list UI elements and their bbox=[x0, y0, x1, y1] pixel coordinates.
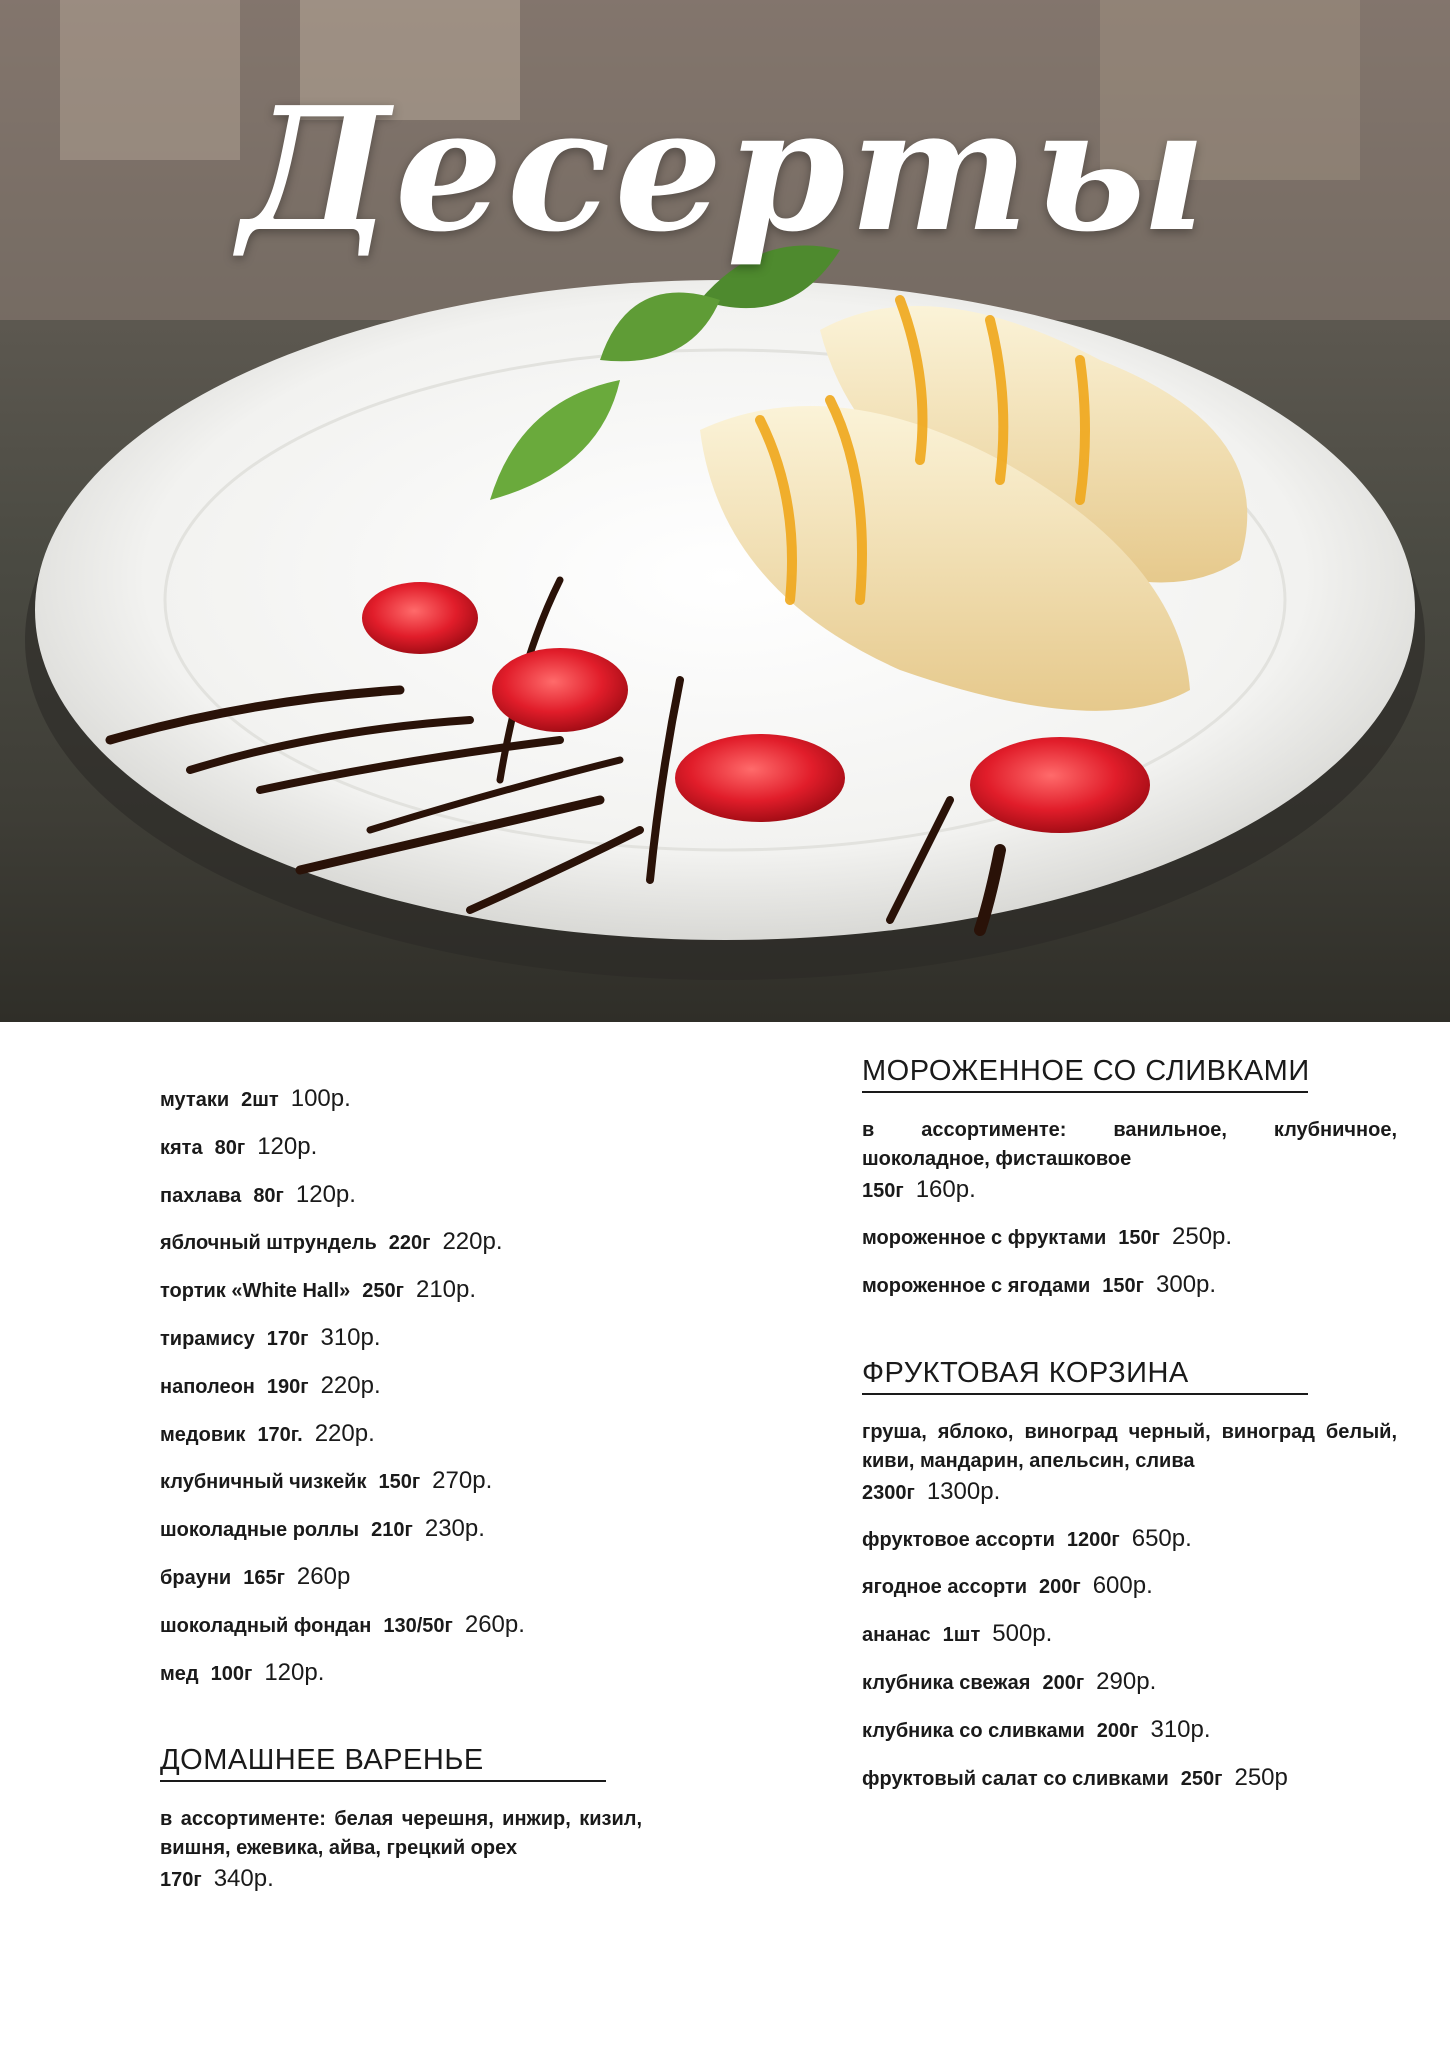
menu-item-name: мороженное с ягодами bbox=[862, 1274, 1091, 1297]
menu-item-weight: 250г bbox=[1180, 1767, 1223, 1790]
jam-price: 340р. bbox=[213, 1865, 274, 1893]
menu-item bbox=[160, 1266, 660, 1314]
menu-item-weight: 100г bbox=[210, 1662, 253, 1685]
menu-item-price: 260р bbox=[296, 1562, 351, 1590]
menu-item-price: 120р. bbox=[257, 1132, 318, 1160]
menu-item-price: 220р. bbox=[442, 1228, 503, 1256]
icecream-section-title bbox=[862, 1055, 1310, 1090]
menu-item-name: тортик «White Hall» bbox=[160, 1280, 351, 1303]
jam-description: в ассортименте: белая черешня, инжир, кизил, вишня, ежевика, айва, грецкий орех bbox=[160, 1808, 642, 1860]
menu-item-name: клубника со сливками bbox=[862, 1719, 1085, 1742]
menu-item-weight: 150г bbox=[1102, 1274, 1144, 1297]
fruit-description: груша, яблоко, виноград черный, виноград белый, киви, мандарин, апельсин, слива bbox=[862, 1420, 1397, 1472]
icecream-weight-price bbox=[862, 1174, 1397, 1207]
menu-item-name: наполеон bbox=[160, 1375, 255, 1398]
menu-item-name: медовик bbox=[160, 1423, 246, 1446]
jam-section-title bbox=[160, 1744, 484, 1779]
menu-item-weight: 190г bbox=[266, 1375, 309, 1398]
menu-item-weight: 220г bbox=[388, 1232, 431, 1255]
menu-item-price: 650р. bbox=[1131, 1524, 1192, 1552]
hero-photo bbox=[0, 0, 1450, 1022]
menu-item-name: шоколадные роллы bbox=[160, 1519, 360, 1542]
menu-item-price: 120р. bbox=[295, 1180, 356, 1208]
menu-item bbox=[862, 1658, 1397, 1706]
left-column bbox=[160, 1075, 660, 1896]
fruit-section-title bbox=[862, 1357, 1189, 1392]
menu-item bbox=[862, 1706, 1397, 1754]
menu-item-weight: 130/50г bbox=[383, 1614, 453, 1637]
menu-item bbox=[160, 1410, 660, 1458]
menu-item-weight: 80г bbox=[214, 1136, 246, 1159]
menu-item bbox=[862, 1610, 1397, 1658]
fruit-section bbox=[862, 1357, 1397, 1802]
menu-item-weight: 165г bbox=[243, 1566, 285, 1589]
fruit-list bbox=[862, 1515, 1397, 1802]
menu-item-price: 120р. bbox=[264, 1658, 325, 1686]
menu-item-weight: 150г bbox=[1118, 1227, 1160, 1249]
menu-item-price: 220р. bbox=[320, 1371, 381, 1399]
menu-item bbox=[160, 1075, 660, 1123]
icecream-section bbox=[862, 1055, 1397, 1309]
menu-item-name: яблочный штрундель bbox=[160, 1232, 377, 1255]
jam-weight-price bbox=[160, 1863, 660, 1896]
fruit-title-underline bbox=[862, 1393, 1308, 1395]
menu-item-weight: 210г bbox=[371, 1519, 413, 1542]
menu-item-price: 300р. bbox=[1156, 1270, 1217, 1298]
menu-item-weight: 200г bbox=[1042, 1671, 1085, 1694]
fruit-weight-price bbox=[862, 1476, 1397, 1509]
menu-item-weight: 80г bbox=[253, 1184, 284, 1207]
menu-item-name: тирамису bbox=[160, 1327, 255, 1350]
menu-item-price: 260р. bbox=[464, 1610, 525, 1638]
menu-item-weight: 200г bbox=[1039, 1576, 1081, 1599]
menu-item bbox=[160, 1171, 660, 1219]
menu-item-weight: 1шт bbox=[942, 1624, 981, 1647]
menu-item-name: фруктовый салат со сливками bbox=[862, 1767, 1169, 1790]
menu-item-price: 310р. bbox=[320, 1323, 381, 1351]
jam-title-text: ДОМАШНЕЕ ВАРЕНЬЕ bbox=[160, 1744, 484, 1777]
menu-item-weight: 200г bbox=[1096, 1719, 1139, 1742]
menu-item-price: 600р. bbox=[1092, 1572, 1153, 1600]
menu-item-name: ананас bbox=[862, 1624, 931, 1647]
menu-item-price: 290р. bbox=[1096, 1667, 1157, 1695]
menu-item bbox=[862, 1562, 1397, 1610]
menu-item-price: 210р. bbox=[415, 1276, 477, 1304]
icecream-price: 160р. bbox=[915, 1176, 976, 1203]
menu-item bbox=[160, 1362, 660, 1410]
icecream-list bbox=[862, 1213, 1397, 1309]
fruit-weight: 2300г bbox=[862, 1481, 915, 1504]
jam-title-underline bbox=[160, 1780, 606, 1782]
menu-item-price: 100р. bbox=[290, 1085, 351, 1112]
menu-item bbox=[160, 1123, 660, 1171]
jam-weight: 170г bbox=[160, 1869, 202, 1892]
menu-item-weight: 2шт bbox=[241, 1089, 279, 1111]
icecream-description: в ассортименте: ванильное, клубничное, шоколадное, фисташковое bbox=[862, 1119, 1397, 1170]
menu-item-name: шоколадный фондан bbox=[160, 1614, 372, 1637]
menu-item-name: брауни bbox=[160, 1566, 232, 1589]
menu-item-name: мед bbox=[160, 1662, 199, 1685]
menu-item bbox=[160, 1505, 660, 1553]
icecream-title-text: МОРОЖЕННОЕ СО СЛИВКАМИ bbox=[862, 1055, 1310, 1087]
menu-item bbox=[862, 1261, 1397, 1309]
icecream-title-underline bbox=[862, 1091, 1308, 1093]
menu-item-price: 310р. bbox=[1150, 1715, 1211, 1743]
menu-item bbox=[862, 1515, 1397, 1563]
menu-item-name: клубника свежая bbox=[862, 1671, 1031, 1694]
menu-item-weight: 170г. bbox=[257, 1423, 303, 1446]
menu-item-name: мороженное с фруктами bbox=[862, 1227, 1107, 1249]
menu-item-price: 230р. bbox=[424, 1515, 485, 1543]
right-column bbox=[862, 1055, 1397, 1801]
jam-section bbox=[160, 1744, 660, 1896]
menu-item-name: фруктовое ассорти bbox=[862, 1528, 1055, 1551]
menu-item-price: 220р. bbox=[314, 1419, 375, 1447]
menu-item-name: мутаки bbox=[160, 1089, 230, 1111]
menu-item bbox=[862, 1754, 1397, 1802]
menu-item bbox=[160, 1649, 660, 1697]
dessert-list bbox=[160, 1075, 660, 1696]
menu-item-name: клубничный чизкейк bbox=[160, 1471, 367, 1494]
menu-item-price: 250р bbox=[1234, 1763, 1288, 1791]
menu-item-price: 500р. bbox=[992, 1620, 1053, 1648]
menu-item bbox=[160, 1553, 660, 1601]
menu-item-name: кята bbox=[160, 1136, 203, 1159]
menu-item-weight: 170г bbox=[266, 1327, 309, 1350]
page-title: Десерты bbox=[239, 70, 1211, 270]
fruit-price: 1300р. bbox=[926, 1477, 1001, 1505]
fruit-title-text: ФРУКТОВАЯ КОРЗИНА bbox=[862, 1356, 1189, 1389]
menu-item-price: 250р. bbox=[1172, 1223, 1233, 1250]
menu-item-name: ягодное ассорти bbox=[862, 1576, 1027, 1599]
menu-item-weight: 250г bbox=[362, 1280, 404, 1303]
menu-item bbox=[160, 1457, 660, 1505]
menu-item-weight: 150г bbox=[378, 1471, 421, 1494]
menu-item-name: пахлава bbox=[160, 1184, 242, 1207]
menu-item bbox=[862, 1213, 1397, 1261]
menu-item bbox=[160, 1601, 660, 1649]
icecream-weight: 150г bbox=[862, 1180, 904, 1202]
menu-item bbox=[160, 1218, 660, 1266]
menu-item-weight: 1200г bbox=[1066, 1528, 1120, 1551]
menu-item-price: 270р. bbox=[432, 1467, 493, 1495]
menu-item bbox=[160, 1314, 660, 1362]
